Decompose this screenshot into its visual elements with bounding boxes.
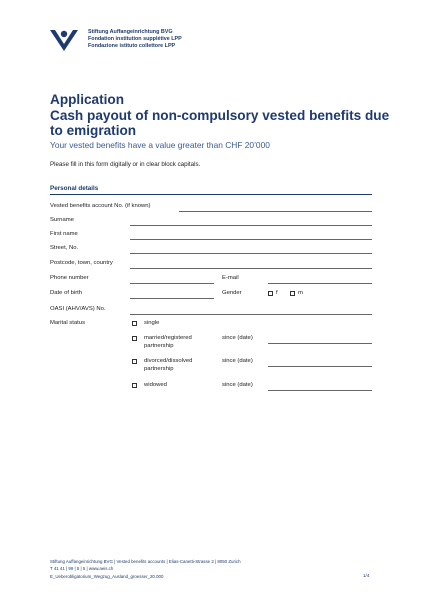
foundation-logo — [50, 29, 78, 55]
document-title — [50, 92, 390, 139]
section-divider — [50, 194, 372, 195]
surname-field[interactable] — [130, 225, 372, 226]
title-line-2: Cash payout of non-compulsory vested benefits due to emigration — [50, 107, 390, 139]
vested-account-label: Vested benefits account No. (if known) — [50, 203, 151, 209]
section-heading-personal-details: Personal details — [50, 185, 99, 192]
org-name-de: Stiftung Auffangeinrichtung BVG — [88, 29, 173, 35]
divorced-checkbox[interactable] — [132, 359, 137, 364]
gender-f-checkbox[interactable] — [268, 291, 273, 296]
marital-status-label: Marital status — [50, 320, 86, 326]
phone-field[interactable] — [130, 283, 214, 284]
email-field[interactable] — [268, 283, 372, 284]
dob-label: Date of birth — [50, 290, 83, 296]
married-label-line-1: married/registered — [144, 335, 192, 341]
widowed-checkbox[interactable] — [132, 383, 137, 388]
document-subtitle: Your vested benefits have a value greater than CHF 20’000 — [50, 140, 270, 150]
gender-f-label: f — [276, 290, 278, 296]
oasi-label: OASI (AHV/AVS) No. — [50, 306, 106, 312]
street-field[interactable] — [130, 253, 372, 254]
married-label-line-2: partnership — [144, 343, 174, 349]
postcode-label: Postcode, town, country — [50, 260, 113, 266]
widowed-since-label: since (date) — [222, 382, 253, 388]
dob-field[interactable] — [130, 298, 214, 299]
married-since-label: since (date) — [222, 335, 253, 341]
divorced-since-label: since (date) — [222, 358, 253, 364]
first-name-label: First name — [50, 231, 78, 237]
street-label: Street, No. — [50, 245, 79, 251]
divorced-label-line-1: divorced/dissolved — [144, 358, 193, 364]
divorced-label-line-2: partnership — [144, 366, 174, 372]
single-label: single — [144, 320, 160, 326]
page-number: 1/4 — [363, 573, 370, 578]
oasi-field[interactable] — [130, 314, 372, 315]
gender-m-checkbox[interactable] — [290, 291, 295, 296]
org-name-it: Fondazione istituto collettore LPP — [88, 43, 176, 50]
single-checkbox[interactable] — [132, 321, 137, 326]
married-since-field[interactable] — [268, 343, 372, 344]
gender-m-label: m — [298, 290, 303, 296]
email-label: E-mail — [222, 275, 239, 281]
widowed-label: widowed — [144, 382, 167, 388]
footer-form-code: E_Ueberobligatorium_Wegzug_Ausland_groesser_20.000 — [50, 573, 164, 579]
organisation-names — [88, 29, 182, 51]
phone-label: Phone number — [50, 275, 89, 281]
org-name-fr: Fondation institution supplétive LPP — [88, 36, 182, 43]
married-checkbox[interactable] — [132, 336, 137, 341]
instruction-text: Please fill in this form digitally or in clear block capitals. — [50, 161, 201, 168]
page-footer — [50, 558, 241, 580]
title-line-1: Application — [50, 92, 125, 107]
footer-contact: T 41 41 | 99 | 5 | 5 | www.aeis.ch — [50, 566, 114, 572]
postcode-field[interactable] — [130, 268, 372, 269]
gender-label: Gender — [222, 290, 242, 296]
surname-label: Surname — [50, 217, 74, 223]
divorced-since-field[interactable] — [268, 366, 372, 367]
widowed-since-field[interactable] — [268, 390, 372, 391]
first-name-field[interactable] — [130, 239, 372, 240]
footer-address: Stiftung Auffangeinrichtung BVG | Vested benefits accounts | Elias-Canetti-Strasse 2 | 8050 Zurich — [50, 559, 241, 564]
vested-account-field[interactable] — [179, 211, 372, 212]
